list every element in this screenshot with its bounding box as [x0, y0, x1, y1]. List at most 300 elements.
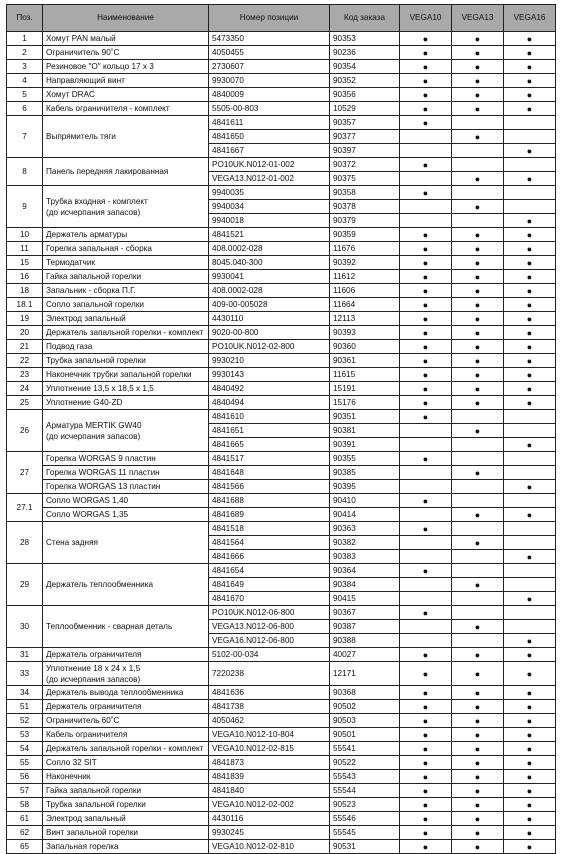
availability-dot-v13: ● [452, 256, 504, 270]
availability-dot-v13 [452, 522, 504, 536]
part-number-cell: 4841649 [209, 578, 330, 592]
part-number-cell: PO10UK.N012-06-800 [209, 606, 330, 620]
availability-dot-v10 [400, 424, 452, 438]
name-cell: Электрод запальный [43, 812, 209, 826]
availability-dot-v13: ● [452, 172, 504, 186]
availability-dot-v10: ● [400, 228, 452, 242]
order-code-cell: 90358 [330, 186, 400, 200]
part-number-cell: 4841654 [209, 564, 330, 578]
position-cell: 62 [7, 826, 43, 840]
header-vega10: VEGA10 [400, 5, 452, 32]
availability-dot-v10: ● [400, 382, 452, 396]
position-cell: 16 [7, 270, 43, 284]
part-number-cell: VEGA13.N012-01-002 [209, 172, 330, 186]
position-cell: 8 [7, 158, 43, 186]
availability-dot-v13: ● [452, 368, 504, 382]
order-code-cell: 55541 [330, 742, 400, 756]
position-cell: 20 [7, 326, 43, 340]
header-pos: Поз. [7, 5, 43, 32]
availability-dot-v10 [400, 508, 452, 522]
availability-dot-v10: ● [400, 74, 452, 88]
availability-dot-v13: ● [452, 270, 504, 284]
order-code-cell: 90410 [330, 494, 400, 508]
order-code-cell: 10529 [330, 102, 400, 116]
order-code-cell: 40027 [330, 648, 400, 662]
part-number-cell: 4841518 [209, 522, 330, 536]
availability-dot-v10: ● [400, 368, 452, 382]
name-cell: Запальная горелка [43, 840, 209, 854]
availability-dot-v16: ● [504, 172, 556, 186]
availability-dot-v13 [452, 606, 504, 620]
order-code-cell: 90375 [330, 172, 400, 186]
order-code-cell: 11664 [330, 298, 400, 312]
name-cell: Электрод запальный [43, 312, 209, 326]
table-row [7, 88, 556, 102]
availability-dot-v13: ● [452, 298, 504, 312]
table-row [7, 480, 556, 494]
table-row [7, 242, 556, 256]
availability-dot-v16: ● [504, 770, 556, 784]
order-code-cell: 90395 [330, 480, 400, 494]
availability-dot-v10: ● [400, 784, 452, 798]
availability-dot-v13 [452, 186, 504, 200]
availability-dot-v16 [504, 620, 556, 634]
order-code-cell: 90381 [330, 424, 400, 438]
availability-dot-v10: ● [400, 798, 452, 812]
table-row [7, 564, 556, 578]
availability-dot-v10: ● [400, 648, 452, 662]
order-code-cell: 55546 [330, 812, 400, 826]
table-row [7, 354, 556, 368]
availability-dot-v10: ● [400, 312, 452, 326]
availability-dot-v13: ● [452, 382, 504, 396]
position-cell: 57 [7, 784, 43, 798]
name-cell: Уплотнение G40-ZD [43, 396, 209, 410]
table-row [7, 312, 556, 326]
order-code-cell: 90385 [330, 466, 400, 480]
availability-dot-v10: ● [400, 742, 452, 756]
availability-dot-v16 [504, 564, 556, 578]
part-number-cell: PO10UK.N012-01-002 [209, 158, 330, 172]
name-cell: Наконечник [43, 770, 209, 784]
position-cell: 27 [7, 452, 43, 494]
availability-dot-v13 [452, 480, 504, 494]
availability-dot-v13: ● [452, 396, 504, 410]
table-row [7, 298, 556, 312]
position-cell: 10 [7, 228, 43, 242]
part-number-cell: 408.0002-028 [209, 242, 330, 256]
order-code-cell: 90382 [330, 536, 400, 550]
availability-dot-v16: ● [504, 382, 556, 396]
availability-dot-v13: ● [452, 784, 504, 798]
availability-dot-v16: ● [504, 102, 556, 116]
availability-dot-v10: ● [400, 46, 452, 60]
order-code-cell: 12171 [330, 662, 400, 686]
availability-dot-v10: ● [400, 606, 452, 620]
part-number-cell: 4841517 [209, 452, 330, 466]
order-code-cell: 55544 [330, 784, 400, 798]
availability-dot-v10 [400, 634, 452, 648]
availability-dot-v16 [504, 186, 556, 200]
position-cell: 23 [7, 368, 43, 382]
part-number-cell: 4840492 [209, 382, 330, 396]
availability-dot-v10: ● [400, 700, 452, 714]
availability-dot-v13: ● [452, 32, 504, 46]
availability-dot-v10: ● [400, 410, 452, 424]
availability-dot-v16 [504, 452, 556, 466]
table-row [7, 494, 556, 508]
part-number-cell: 4841650 [209, 130, 330, 144]
order-code-cell: 90352 [330, 74, 400, 88]
table-row [7, 662, 556, 686]
name-cell: Держатель запальной горелки - комплект [43, 326, 209, 340]
name-cell: Хомут PAN малый [43, 32, 209, 46]
order-code-cell: 90354 [330, 60, 400, 74]
availability-dot-v16 [504, 536, 556, 550]
availability-dot-v16: ● [504, 784, 556, 798]
table-row [7, 284, 556, 298]
part-number-cell: 9940018 [209, 214, 330, 228]
availability-dot-v13: ● [452, 770, 504, 784]
name-cell: Гайка запальной горелки [43, 270, 209, 284]
availability-dot-v10: ● [400, 686, 452, 700]
part-number-cell: 4841651 [209, 424, 330, 438]
position-cell: 53 [7, 728, 43, 742]
order-code-cell: 90363 [330, 522, 400, 536]
availability-dot-v10: ● [400, 564, 452, 578]
availability-dot-v16: ● [504, 728, 556, 742]
name-cell: Сопло WORGAS 1,40 [43, 494, 209, 508]
part-number-cell: 4841611 [209, 116, 330, 130]
table-row [7, 648, 556, 662]
availability-dot-v10 [400, 172, 452, 186]
header-name: Наименование [43, 5, 209, 32]
position-cell: 65 [7, 840, 43, 854]
availability-dot-v16: ● [504, 812, 556, 826]
name-cell: Держатель теплообменника [43, 564, 209, 606]
availability-dot-v10 [400, 480, 452, 494]
availability-dot-v16: ● [504, 270, 556, 284]
availability-dot-v13: ● [452, 354, 504, 368]
position-cell: 33 [7, 662, 43, 686]
header-vega16: VEGA16 [504, 5, 556, 32]
availability-dot-v13: ● [452, 312, 504, 326]
availability-dot-v10 [400, 466, 452, 480]
availability-dot-v10: ● [400, 812, 452, 826]
order-code-cell: 90384 [330, 578, 400, 592]
order-code-cell: 90355 [330, 452, 400, 466]
availability-dot-v16: ● [504, 354, 556, 368]
part-number-cell: 5102-00-034 [209, 648, 330, 662]
name-cell: Теплообменник - сварная деталь [43, 606, 209, 648]
part-number-cell: 409-00-005028 [209, 298, 330, 312]
availability-dot-v10: ● [400, 186, 452, 200]
availability-dot-v10: ● [400, 242, 452, 256]
availability-dot-v10 [400, 438, 452, 452]
availability-dot-v13: ● [452, 686, 504, 700]
order-code-cell: 90379 [330, 214, 400, 228]
availability-dot-v16: ● [504, 242, 556, 256]
part-number-cell: 4841564 [209, 536, 330, 550]
availability-dot-v13: ● [452, 60, 504, 74]
name-cell: Трубка входная - комплект (до исчерпания запасов) [43, 186, 209, 228]
name-cell: Наконечник трубки запальной горелки [43, 368, 209, 382]
part-number-cell: VEGA10.N012-02-810 [209, 840, 330, 854]
availability-dot-v13: ● [452, 46, 504, 60]
part-number-cell: 4841665 [209, 438, 330, 452]
part-number-cell: 4841648 [209, 466, 330, 480]
part-number-cell: VEGA10.N012-02-002 [209, 798, 330, 812]
order-code-cell: 90522 [330, 756, 400, 770]
table-row [7, 686, 556, 700]
order-code-cell: 15191 [330, 382, 400, 396]
table-row [7, 466, 556, 480]
part-number-cell: 4841667 [209, 144, 330, 158]
position-cell: 30 [7, 606, 43, 648]
availability-dot-v16: ● [504, 592, 556, 606]
availability-dot-v16: ● [504, 46, 556, 60]
availability-dot-v13: ● [452, 826, 504, 840]
availability-dot-v16 [504, 130, 556, 144]
table-row [7, 728, 556, 742]
part-number-cell: 9930070 [209, 74, 330, 88]
table-row [7, 606, 556, 620]
part-number-cell: 7220238 [209, 662, 330, 686]
part-number-cell: 9930143 [209, 368, 330, 382]
name-cell: Винт запальной горелки [43, 826, 209, 840]
part-number-cell: 4840009 [209, 88, 330, 102]
name-cell: Направляющий винт [43, 74, 209, 88]
availability-dot-v16: ● [504, 634, 556, 648]
name-cell: Держатель арматуры [43, 228, 209, 242]
order-code-cell: 90359 [330, 228, 400, 242]
part-number-cell: VEGA13.N012-06-800 [209, 620, 330, 634]
availability-dot-v16: ● [504, 508, 556, 522]
part-number-cell: 4841873 [209, 756, 330, 770]
name-cell: Выпрямитель тяги [43, 116, 209, 158]
availability-dot-v16 [504, 424, 556, 438]
part-number-cell: 4050462 [209, 714, 330, 728]
availability-dot-v13: ● [452, 326, 504, 340]
part-number-cell: 4430116 [209, 812, 330, 826]
availability-dot-v13: ● [452, 130, 504, 144]
availability-dot-v10: ● [400, 88, 452, 102]
order-code-cell: 11606 [330, 284, 400, 298]
availability-dot-v10 [400, 550, 452, 564]
part-number-cell: 9930245 [209, 826, 330, 840]
availability-dot-v16 [504, 410, 556, 424]
name-cell: Горелка WORGAS 9 пластин [43, 452, 209, 466]
name-cell: Хомут DRAC [43, 88, 209, 102]
availability-dot-v10 [400, 130, 452, 144]
availability-dot-v16: ● [504, 326, 556, 340]
order-code-cell: 55545 [330, 826, 400, 840]
order-code-cell: 90356 [330, 88, 400, 102]
availability-dot-v16: ● [504, 60, 556, 74]
table-row [7, 700, 556, 714]
availability-dot-v10 [400, 578, 452, 592]
availability-dot-v16: ● [504, 214, 556, 228]
availability-dot-v13 [452, 592, 504, 606]
position-cell: 56 [7, 770, 43, 784]
name-cell: Держатель ограничителя [43, 648, 209, 662]
availability-dot-v13: ● [452, 200, 504, 214]
availability-dot-v10: ● [400, 522, 452, 536]
position-cell: 19 [7, 312, 43, 326]
availability-dot-v10 [400, 620, 452, 634]
availability-dot-v13: ● [452, 728, 504, 742]
part-number-cell: PO10UK.N012-02-800 [209, 340, 330, 354]
position-cell: 55 [7, 756, 43, 770]
availability-dot-v13 [452, 158, 504, 172]
order-code-cell: 90387 [330, 620, 400, 634]
availability-dot-v13: ● [452, 662, 504, 686]
table-row [7, 74, 556, 88]
name-cell: Кабель ограничителя [43, 728, 209, 742]
availability-dot-v13: ● [452, 102, 504, 116]
table-row [7, 714, 556, 728]
part-number-cell: 4841636 [209, 686, 330, 700]
table-row [7, 60, 556, 74]
availability-dot-v10: ● [400, 284, 452, 298]
position-cell: 61 [7, 812, 43, 826]
position-cell: 9 [7, 186, 43, 228]
name-cell: Ограничитель 90˚С [43, 46, 209, 60]
position-cell: 28 [7, 522, 43, 564]
header-vega13: VEGA13 [452, 5, 504, 32]
name-cell: Сопло WORGAS 1,35 [43, 508, 209, 522]
availability-dot-v13 [452, 452, 504, 466]
part-number-cell: 4841839 [209, 770, 330, 784]
availability-dot-v10 [400, 592, 452, 606]
order-code-cell: 11615 [330, 368, 400, 382]
availability-dot-v10: ● [400, 158, 452, 172]
availability-dot-v13: ● [452, 508, 504, 522]
part-number-cell: 4841840 [209, 784, 330, 798]
order-code-cell: 90414 [330, 508, 400, 522]
availability-dot-v16 [504, 606, 556, 620]
availability-dot-v10: ● [400, 728, 452, 742]
name-cell: Сопло 32 SIT [43, 756, 209, 770]
availability-dot-v13: ● [452, 228, 504, 242]
name-cell: Трубка запальной горелки [43, 798, 209, 812]
availability-dot-v13 [452, 144, 504, 158]
name-cell: Горелка WORGAS 13 пластин [43, 480, 209, 494]
part-number-cell: 4841670 [209, 592, 330, 606]
availability-dot-v16: ● [504, 662, 556, 686]
availability-dot-v10: ● [400, 116, 452, 130]
name-cell: Запальник - сборка П.Г. [43, 284, 209, 298]
position-cell: 1 [7, 32, 43, 46]
name-cell: Сопло запальной горелки [43, 298, 209, 312]
order-code-cell: 90361 [330, 354, 400, 368]
availability-dot-v16: ● [504, 756, 556, 770]
part-number-cell: 4841689 [209, 508, 330, 522]
name-cell: Горелка запальная - сборка [43, 242, 209, 256]
availability-dot-v13: ● [452, 812, 504, 826]
position-cell: 25 [7, 396, 43, 410]
name-cell: Стена задняя [43, 522, 209, 564]
table-row [7, 102, 556, 116]
availability-dot-v16: ● [504, 648, 556, 662]
part-number-cell: 4841566 [209, 480, 330, 494]
availability-dot-v13: ● [452, 620, 504, 634]
table-row [7, 382, 556, 396]
availability-dot-v13: ● [452, 466, 504, 480]
availability-dot-v13 [452, 634, 504, 648]
availability-dot-v13: ● [452, 700, 504, 714]
position-cell: 2 [7, 46, 43, 60]
availability-dot-v13 [452, 564, 504, 578]
part-number-cell: VEGA16.N012-06-800 [209, 634, 330, 648]
availability-dot-v16: ● [504, 840, 556, 854]
position-cell: 21 [7, 340, 43, 354]
part-number-cell: 8045.040-300 [209, 256, 330, 270]
name-cell: Уплотнение 18 х 24 х 1,5 (до исчерпания запасов) [43, 662, 209, 686]
table-row [7, 158, 556, 172]
name-cell: Горелка WORGAS 11 пластин [43, 466, 209, 480]
name-cell: Резиновое "О" кольцо 17 х 3 [43, 60, 209, 74]
part-number-cell: 4841738 [209, 700, 330, 714]
order-code-cell: 11612 [330, 270, 400, 284]
table-row [7, 228, 556, 242]
table-row [7, 812, 556, 826]
availability-dot-v16: ● [504, 742, 556, 756]
order-code-cell: 12113 [330, 312, 400, 326]
table-row [7, 784, 556, 798]
availability-dot-v10: ● [400, 494, 452, 508]
availability-dot-v10: ● [400, 770, 452, 784]
part-number-cell: 9930041 [209, 270, 330, 284]
availability-dot-v16 [504, 578, 556, 592]
parts-table [6, 4, 556, 854]
position-cell: 22 [7, 354, 43, 368]
order-code-cell: 90388 [330, 634, 400, 648]
header-row [7, 5, 556, 32]
part-number-cell: 4841521 [209, 228, 330, 242]
availability-dot-v13: ● [452, 742, 504, 756]
part-number-cell: 408.0002-028 [209, 284, 330, 298]
order-code-cell: 90353 [330, 32, 400, 46]
availability-dot-v13: ● [452, 536, 504, 550]
table-row [7, 396, 556, 410]
availability-dot-v10: ● [400, 270, 452, 284]
availability-dot-v13 [452, 438, 504, 452]
name-cell: Подвод газа [43, 340, 209, 354]
position-cell: 54 [7, 742, 43, 756]
table-row [7, 410, 556, 424]
part-number-cell: VEGA10.N012-10-804 [209, 728, 330, 742]
position-cell: 7 [7, 116, 43, 158]
header-order-code: Код заказа [330, 5, 400, 32]
availability-dot-v13: ● [452, 424, 504, 438]
position-cell: 4 [7, 74, 43, 88]
availability-dot-v10: ● [400, 256, 452, 270]
availability-dot-v10: ● [400, 32, 452, 46]
table-row [7, 508, 556, 522]
part-number-cell: 9930210 [209, 354, 330, 368]
part-number-cell: 4050455 [209, 46, 330, 60]
name-cell: Ограничитель 60˚С [43, 714, 209, 728]
availability-dot-v16: ● [504, 298, 556, 312]
availability-dot-v16: ● [504, 88, 556, 102]
order-code-cell: 90360 [330, 340, 400, 354]
name-cell: Термодатчик [43, 256, 209, 270]
availability-dot-v16: ● [504, 396, 556, 410]
availability-dot-v16 [504, 200, 556, 214]
part-number-cell: 4841666 [209, 550, 330, 564]
name-cell: Гайка запальной горелки [43, 784, 209, 798]
